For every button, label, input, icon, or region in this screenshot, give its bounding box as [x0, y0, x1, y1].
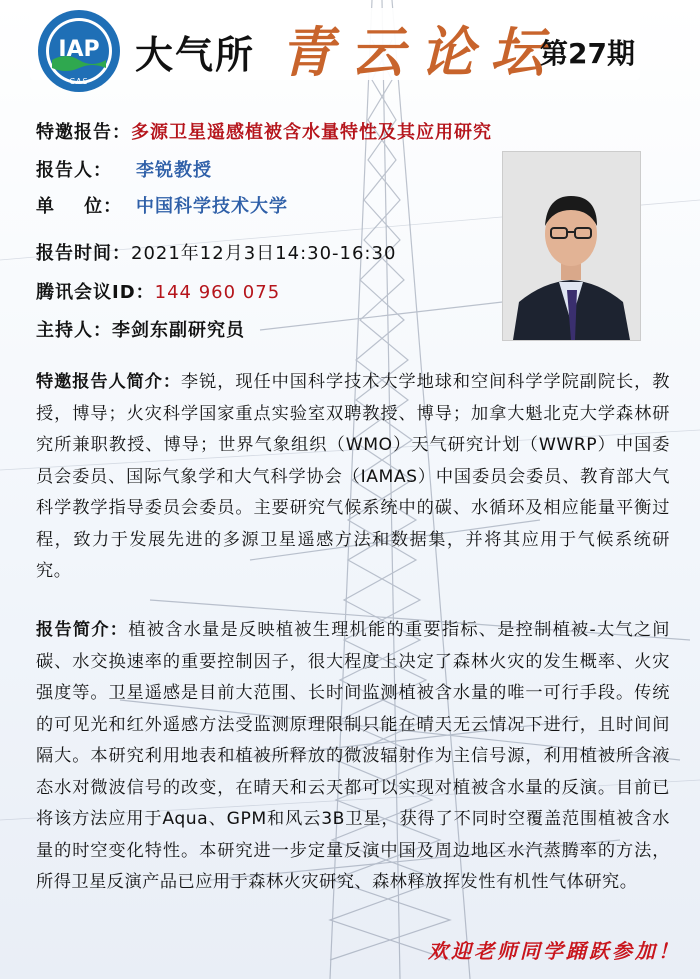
bio-heading: 特邀报告人简介： [36, 372, 182, 392]
svg-text:IAP: IAP [58, 37, 100, 62]
meeting-id: 144 960 075 [154, 282, 281, 303]
time-row [36, 239, 396, 265]
meeting-row [36, 278, 280, 304]
unit-label: 单 位： [36, 196, 123, 217]
iap-cas-logo [36, 8, 122, 94]
meeting-label: 腾讯会议ID： [36, 282, 155, 303]
speaker-name: 李锐教授 [136, 160, 212, 181]
talk-label: 特邀报告： [36, 122, 131, 143]
speaker-row [36, 156, 212, 182]
host-row [36, 316, 245, 342]
speaker-unit: 中国科学技术大学 [136, 196, 288, 217]
speaker-label: 报告人： [36, 160, 112, 181]
institute-name: 大气所 [135, 32, 256, 77]
welcome-message: 欢迎老师同学踊跃参加！ [428, 939, 681, 963]
speaker-bio [36, 367, 670, 588]
abstract-text: 植被含水量是反映植被生理机能的重要指标、是控制植被-大气之间碳、水交换速率的重要控制因子，很大程度上决定了森林火灾的发生概率、火灾强度等。卫星遥感是目前大范围、长时间监测植被含水量的唯一可行手段。传统的可见光和红外遥感方法受监测原理限制只能在晴天无云情况下进行，且时间间隔大。本研究利用地表和植被所释放的微波辐射作为主信号源，利用植被所含液态水对微波信号的改变，在晴天和云天都可以实现对植被含水量的反演。目前已将该方法应用于Aqua、GPM和风云3B卫星，获得了不同时空覆盖范围植被含水量的时空变化特性。本研究进一步定量反演中国及周边地区水汽蒸腾率的方法，所得卫星反演产品已应用于森林火灾研究、森林释放挥发性有机性气体研究。 [36, 620, 670, 892]
host-name: 李剑东副研究员 [112, 320, 245, 341]
speaker-photo [503, 152, 640, 340]
forum-name: 青云论坛 [280, 20, 560, 84]
svg-text:CAS: CAS [69, 77, 89, 86]
abstract-heading: 报告简介： [36, 620, 129, 640]
unit-row [36, 192, 288, 218]
talk-time: 2021年12月3日14:30-16:30 [131, 243, 397, 264]
time-label: 报告时间： [36, 243, 131, 264]
talk-title: 多源卫星遥感植被含水量特性及其应用研究 [131, 122, 492, 143]
bio-text: 李锐，现任中国科学技术大学地球和空间科学学院副院长，教授，博导；火灾科学国家重点实验室双聘教授、博导；加拿大魁北克大学森林研究所兼职教授、博导；世界气象组织（WMO）天气研究计划（WWRP）中国委员会委员、国际气象学和大气科学协会（IAMAS）中国委员会委员、教育部大气科学教学指导委员会委员。主要研究气候系统中的碳、水循环及相应能量平衡过程，致力于发展先进的多源卫星遥感方法和数据集，并将其应用于气候系统研究。 [36, 372, 670, 581]
issue-number: 第27期 [540, 37, 635, 70]
host-label: 主持人： [36, 320, 112, 341]
talk-title-row [36, 118, 492, 144]
talk-abstract [36, 615, 670, 899]
